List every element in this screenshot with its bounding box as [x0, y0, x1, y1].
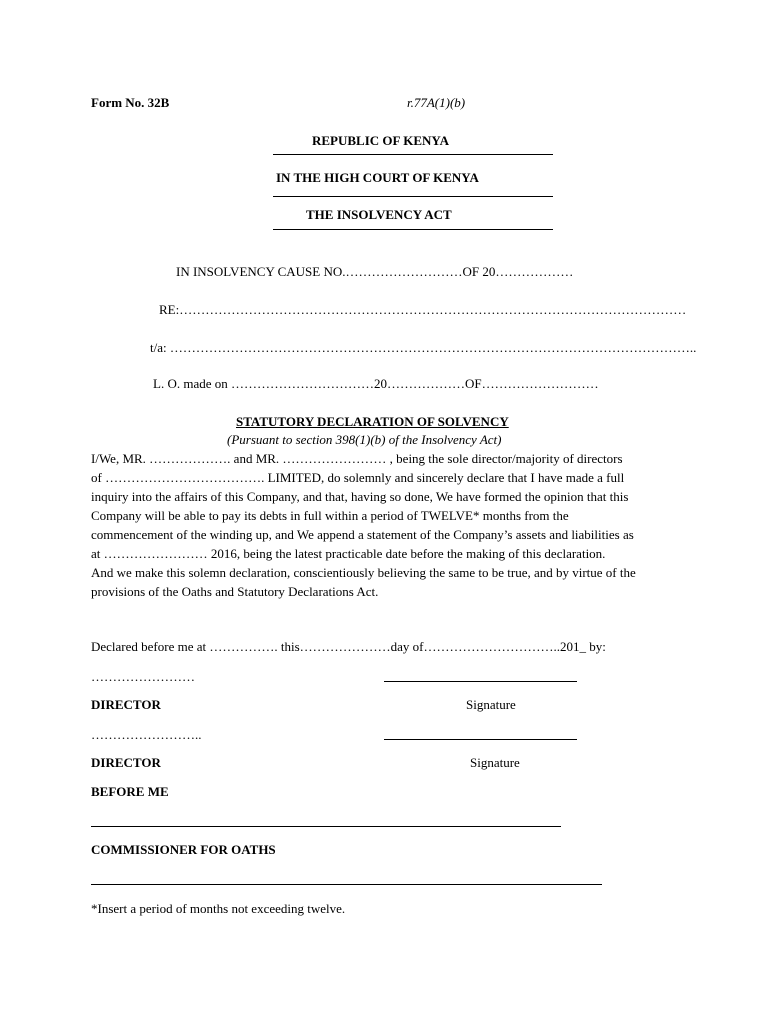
declaration-body: [91, 449, 691, 601]
divider-rule: [273, 196, 553, 197]
commissioner-signature-line: [91, 826, 561, 827]
declaration-line: at …………………… 2016, being the latest practicable date before the making of this declaration.: [91, 546, 606, 561]
commissioner-label: COMMISSIONER FOR OATHS: [91, 842, 276, 857]
signature-label: Signature: [466, 697, 516, 712]
divider-rule: [273, 229, 553, 230]
court-heading: IN THE HIGH COURT OF KENYA: [276, 170, 479, 185]
declaration-line: I/We, MR. ………………. and MR. …………………… , being the sole director/majority of directors: [91, 451, 623, 466]
director-name-blank: ……………………: [91, 669, 195, 684]
declaration-line: commencement of the winding up, and We append a statement of the Company’s assets and liabilities as: [91, 527, 634, 542]
republic-heading: REPUBLIC OF KENYA: [312, 133, 450, 148]
insolvency-cause-line: IN INSOLVENCY CAUSE NO.………………………OF 20………………: [176, 264, 574, 279]
re-line: RE:………………………………………………………………………………………………………: [159, 302, 687, 317]
director-label: DIRECTOR: [91, 755, 161, 770]
declaration-line: provisions of the Oaths and Statutory Declarations Act.: [91, 584, 379, 599]
form-number: Form No. 32B: [91, 95, 170, 110]
declaration-line: Company will be able to pay its debts in full within a period of TWELVE* months from the: [91, 508, 569, 523]
declaration-line: inquiry into the affairs of this Company, and that, having so done, We have formed the opinion that this: [91, 489, 629, 504]
before-me-label: BEFORE ME: [91, 784, 169, 799]
closing-rule: [91, 884, 602, 885]
rule-reference: r.77A(1)(b): [407, 95, 466, 110]
declaration-subtitle: (Pursuant to section 398(1)(b) of the Insolvency Act): [227, 432, 502, 447]
signature-label: Signature: [470, 755, 520, 770]
divider-rule: [273, 154, 553, 155]
trading-as-line: t/a: …………………………………………………………………………………………………………..: [150, 340, 697, 355]
act-heading: THE INSOLVENCY ACT: [306, 207, 452, 222]
signature-line: [384, 739, 577, 740]
director-label: DIRECTOR: [91, 697, 161, 712]
declared-before-line: Declared before me at ……………. this…………………day of…………………………..201_ by:: [91, 639, 606, 654]
declaration-line: of ………………………………. LIMITED, do solemnly and sincerely declare that I have made a full: [91, 470, 625, 485]
signature-line: [384, 681, 577, 682]
declaration-title: STATUTORY DECLARATION OF SOLVENCY: [236, 414, 509, 429]
footnote: *Insert a period of months not exceeding twelve.: [91, 901, 346, 916]
declaration-line: And we make this solemn declaration, conscientiously believing the same to be true, and by virtue of the: [91, 565, 636, 580]
director-name-blank: ……………………..: [91, 727, 202, 742]
lo-made-line: L. O. made on ……………………………20………………OF………………………: [153, 376, 599, 391]
